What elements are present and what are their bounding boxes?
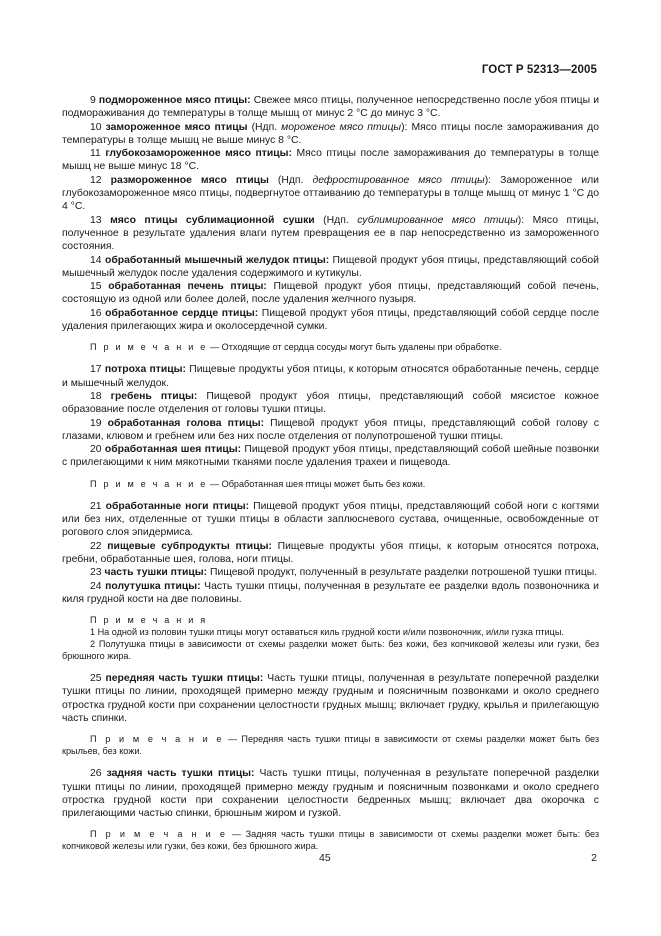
term-number: 21	[90, 500, 102, 512]
term-number: 10	[90, 121, 102, 133]
term-entry	[62, 363, 599, 390]
term-number: 25	[90, 673, 102, 685]
terms-section	[62, 94, 599, 862]
term-entry	[62, 280, 599, 307]
term-definition: Пищевой продукт убоя птицы, представляющий собой ноги с когтями или без них, отделенные от тушки птицы в области заплюсневого сустава, очищенные, освобожденные от рогового слоя эпидермиса.	[62, 500, 599, 539]
note-label: П р и м е ч а н и е	[90, 342, 208, 353]
sheet-number: 2	[591, 852, 597, 864]
term-number: 14	[90, 254, 102, 266]
term-number: 24	[90, 580, 102, 592]
term-definition: Пищевые продукты убоя птицы, к которым относятся обработанные печень, сердце и мышечный желудок.	[62, 364, 599, 389]
term-number: 23	[90, 567, 102, 579]
term-entry	[62, 767, 599, 820]
term-number: 12	[90, 174, 102, 186]
note-text: — Обработанная шея птицы может быть без кожи.	[207, 478, 426, 489]
term-entry	[62, 390, 599, 417]
term-definition: Пищевой продукт убоя птицы, представляющий собой шейные позвонки с прилегающими к ним мякотными тканями после удаления трахеи и пищевода.	[62, 444, 599, 469]
note	[62, 733, 599, 757]
term-definition: Часть тушки птицы, полученная в результате ее разделки вдоль позвоночника и киля грудной кости на две половины.	[62, 580, 599, 605]
term-entry	[62, 540, 599, 567]
ndp-prefix: (Ндп.	[247, 121, 282, 133]
term-title: обработанные ноги птицы:	[105, 500, 250, 512]
term-entry	[62, 417, 599, 444]
term-definition: Замороженное или глубокозамороженное мясо птицы, подвергнутое оттаиванию до температуры в толще мышц от минус 1 °С до 4 °С.	[62, 174, 599, 213]
term-definition: Пищевой продукт убоя птицы, представляющий собой мышечный желудок после удаления содержимого и кутикулы.	[62, 254, 599, 279]
notes-block	[62, 614, 599, 662]
term-entry	[62, 121, 599, 148]
term-definition: Мясо птицы после замораживания до температуры в толще мышц не выше минус 8 °С.	[62, 121, 599, 146]
term-number: 19	[90, 417, 102, 429]
term-title: обработанный мышечный желудок птицы:	[104, 254, 330, 266]
note-text: — Передняя часть тушки птицы в зависимости от схемы разделки может быть без крыльев, без кожи.	[62, 734, 599, 757]
term-number: 13	[90, 214, 102, 226]
ndp-prefix: (Ндп.	[314, 214, 358, 226]
term-entry	[62, 147, 599, 174]
term-title: задняя часть тушки птицы:	[106, 768, 255, 780]
term-title: обработанное сердце птицы:	[105, 307, 259, 319]
notes-label: П р и м е ч а н и я	[90, 615, 208, 626]
term-entry	[62, 672, 599, 725]
term-definition: Пищевой продукт убоя птицы, представляющий собой сердце после удаления прилегающих жира и околосердечной сумки.	[62, 307, 599, 333]
note	[62, 478, 599, 490]
term-definition: Мясо птицы, полученное в результате удаления влаги путем превращения ее в пар непосредственно из замороженного состояния.	[62, 214, 599, 253]
term-entry	[62, 307, 599, 334]
ndp-term: дефростированное мясо птицы	[312, 174, 485, 186]
term-definition: Часть тушки птицы, полученная в результате поперечной разделки тушки птицы по линии, проходящей примерно между грудным и поясничным позвонками и около среднего отростка грудной кости при сохранении целостности грудных мышц; включает грудку, крылья и прилегающую часть спинки.	[62, 673, 599, 724]
term-title: мясо птицы сублимационной сушки	[110, 214, 315, 226]
term-title: потроха птицы:	[104, 364, 186, 376]
term-definition: Пищевой продукт убоя птицы, представляющий собой печень, состоящую из одной или более долей, после удаления желчного пузыря.	[62, 281, 600, 306]
term-title: обработанная шея птицы:	[104, 444, 242, 456]
term-title: гребень птицы:	[110, 390, 198, 402]
ndp-suffix: ):	[517, 214, 525, 226]
ndp-term: мороженое мясо птицы	[281, 121, 402, 133]
term-number: 26	[90, 768, 102, 780]
term-title: часть тушки птицы:	[104, 567, 208, 579]
term-entry	[62, 214, 599, 254]
note-item: 1 На одной из половин тушки птицы могут оставаться киль грудной кости и/или позвоночник, и/или гузка птицы.	[90, 627, 564, 638]
term-number: 18	[90, 390, 102, 402]
term-entry	[62, 580, 599, 607]
ndp-suffix: ):	[401, 121, 408, 133]
term-title: обработанная печень птицы:	[108, 281, 267, 293]
document-id-header: ГОСТ Р 52313—2005	[481, 64, 597, 76]
page-number: 45	[319, 852, 331, 864]
term-number: 15	[90, 281, 102, 293]
term-title: обработанная голова птицы:	[107, 417, 265, 429]
term-title: подмороженное мясо птицы:	[98, 95, 251, 106]
term-definition: Пищевой продукт, полученный в результате разделки потрошеной тушки птицы.	[207, 567, 598, 579]
term-entry	[62, 254, 599, 281]
term-title: полутушка птицы:	[105, 580, 201, 592]
term-entry	[62, 566, 599, 579]
note	[62, 828, 599, 852]
term-title: передняя часть тушки птицы:	[105, 673, 264, 685]
term-number: 17	[90, 364, 102, 376]
term-definition: Часть тушки птицы, полученная в результате поперечной разделки тушки птицы по линии, проходящей примерно между грудным и поясничным позвонками и около среднего отростка грудной кости при сохранении целостности бедренных мышц; включает два окорочка с прилегающими частью спинки, брюшным жиром и гузкой.	[62, 768, 599, 820]
ndp-prefix: (Ндп.	[268, 174, 313, 186]
note-label: П р и м е ч а н и е	[90, 478, 208, 489]
note-text: — Задняя часть тушки птицы в зависимости от схемы разделки может быть: без копчиковой железы или гузки, без кожи, без брюшного жира.	[62, 829, 599, 852]
note-item: 2 Полутушка птицы в зависимости от схемы разделки может быть: без кожи, без копчиковой железы или гузки, без брюшного жира.	[62, 639, 599, 662]
term-definition: Пищевой продукт убоя птицы, представляющий собой мясистое кожное образование после отделения от головы тушки птицы.	[62, 390, 599, 416]
term-title: пищевые субпродукты птицы:	[107, 540, 272, 552]
term-entry	[62, 443, 599, 470]
term-number: 22	[90, 540, 102, 552]
term-definition: Пищевой продукт убоя птицы, представляющий собой голову с глазами, клювом и гребнем или без них после отделения от полупотрошеной тушки птицы.	[62, 417, 599, 442]
term-entry	[62, 94, 599, 121]
term-number: 16	[90, 307, 102, 319]
term-title: глубокозамороженное мясо птицы:	[105, 148, 292, 160]
term-definition: Пищевые продукты убоя птицы, к которым относятся потроха, гребни, обработанные шея, голова, ноги птицы.	[62, 540, 599, 565]
term-entry	[62, 500, 599, 540]
term-definition: Мясо птицы после замораживания до температуры в толще мышц не выше минус 18 °С.	[62, 148, 599, 173]
ndp-suffix: ):	[484, 174, 492, 186]
note-text: — Отходящие от сердца сосуды могут быть удалены при обработке.	[207, 342, 502, 353]
term-number: 11	[90, 148, 101, 160]
term-number: 20	[90, 444, 102, 456]
note	[62, 341, 599, 353]
note-label: П р и м е ч а н и е	[90, 734, 224, 745]
ndp-term: сублимированное мясо птицы	[357, 214, 518, 226]
term-entry	[62, 174, 599, 214]
term-number: 9	[90, 95, 96, 106]
term-definition: Свежее мясо птицы, полученное непосредственно после убоя птицы и подмораживания до температуры в толще мышц от минус 2 °С до минус 3 °С.	[62, 95, 599, 120]
note-label: П р и м е ч а н и е	[90, 829, 228, 840]
term-title: размороженное мясо птицы	[110, 174, 269, 186]
term-title: замороженное мясо птицы	[105, 121, 248, 133]
